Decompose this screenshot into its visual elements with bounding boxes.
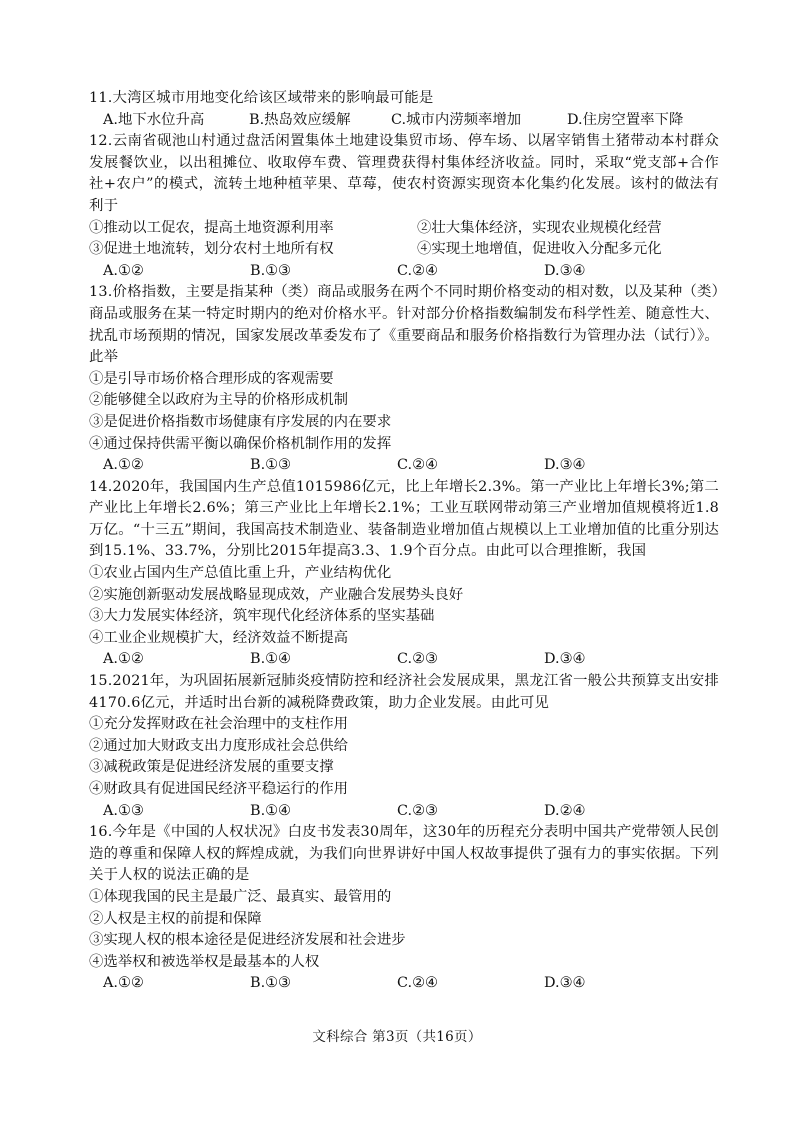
question-stem: 13.价格指数，主要是指某种（类）商品或服务在两个不同时期价格变动的相对数，以及某种（类）商品或服务在某一特定时期内的绝对价格水平。针对部分价格指数编制发布科学性差、随意性大、扰乱市场预期的情况，国家发展改革委发布了《重要商品和服务价格指数行为管理办法（试行）》。此举 (89, 284, 719, 366)
option-d: D.③④ (544, 651, 586, 668)
statement-3: ③大力发展实体经济，筑牢现代化经济体系的坚实基础 (89, 608, 435, 625)
option-d: D.③④ (544, 457, 586, 474)
option-row (89, 455, 719, 477)
statement-4: ④通过保持供需平衡以确保价格机制作用的发挥 (89, 435, 392, 452)
option-d: D.③④ (544, 262, 586, 279)
question-stem: 12.云南省砚池山村通过盘活闲置集体土地建设集贸市场、停车场、以屠宰销售土猪带动本村群众发展餐饮业，以出租摊位、收取停车费、管理费获得村集体经济收益。同时，采取“党支部+合作社+农户”的模式，流转土地种植苹果、草莓，使农村资源实现资本化集约化发展。该村的做法有利于 (89, 133, 719, 214)
option-a: A.①③ (103, 802, 144, 819)
option-c: C.城市内涝频率增加 (391, 111, 522, 128)
question-13 (89, 282, 719, 476)
option-b: B.热岛效应缓解 (249, 111, 351, 128)
option-c: C.②④ (397, 262, 438, 279)
page-footer: 文科综合 第3页（共16页） (312, 1029, 482, 1045)
option-b: B.①③ (250, 975, 291, 992)
question-11 (89, 88, 719, 131)
option-c: C.②③ (397, 651, 438, 668)
option-b: B.①③ (250, 457, 291, 474)
question-14 (89, 477, 719, 671)
question-stem: 11.大湾区城市用地变化给该区域带来的影响最可能是 (89, 90, 434, 106)
statement-1: ①是引导市场价格合理形成的客观需要 (89, 370, 334, 387)
statement-2: ②能够健全以政府为主导的价格形成机制 (89, 392, 349, 409)
option-c: C.②④ (397, 457, 438, 474)
option-row (89, 649, 719, 671)
option-a: A.地下水位升高 (103, 111, 205, 128)
option-row (89, 261, 719, 283)
question-stem: 15.2021年，为巩固拓展新冠肺炎疫情防控和经济社会发展成果，黑龙江省一般公共预算支出安排4170.6亿元，并适时出台新的减税降费政策，助力企业发展。由此可见 (89, 673, 719, 711)
question-list (89, 88, 719, 995)
option-a: A.①② (103, 651, 144, 668)
option-b: B.①④ (250, 802, 291, 819)
statement-2: ②壮大集体经济，实现农业规模化经营 (417, 219, 662, 236)
option-row (89, 110, 719, 132)
question-stem: 14.2020年，我国国内生产总值1015986亿元，比上年增长2.3%。第一产业比上年增长3%;第二产业比上年增长2.6%；第三产业比上年增长2.1%；工业互联网带动第三产业增加值规模将近1.8万亿。“十三五”期间，我国高技术制造业、装备制造业增加值占规模以上工业增加值的比重分别达到15.1%、33.7%，分别比2015年提高3.3、1.9个百分点。由此可以合理推断，我国 (89, 478, 719, 560)
statement-2: ②通过加大财政支出力度形成社会总供给 (89, 737, 349, 754)
option-a: A.①② (103, 975, 144, 992)
statement-4: ④实现土地增值，促进收入分配多元化 (417, 241, 662, 258)
statement-1: ①充分发挥财政在社会治理中的支柱作用 (89, 716, 349, 733)
option-d: D.②④ (544, 802, 586, 819)
question-16 (89, 822, 719, 995)
option-b: B.①③ (250, 262, 291, 279)
option-row (89, 801, 719, 823)
statement-3: ③促进土地流转，划分农村土地所有权 (89, 241, 334, 258)
option-b: B.①④ (250, 651, 291, 668)
question-stem: 16.今年是《中国的人权状况》白皮书发表30周年，这30年的历程充分表明中国共产党带领人民创造的尊重和保障人权的辉煌成就，为我们向世界讲好中国人权故事提供了强有力的事实依据。下列关于人权的说法正确的是 (89, 824, 719, 884)
option-d: D.住房空置率下降 (567, 111, 684, 128)
option-c: C.②③ (397, 802, 438, 819)
option-c: C.②④ (397, 975, 438, 992)
statement-pair (89, 239, 719, 261)
statement-3: ③减税政策是促进经济发展的重要支撑 (89, 759, 334, 776)
option-a: A.①② (103, 262, 144, 279)
statement-3: ③是促进价格指数市场健康有序发展的内在要求 (89, 413, 392, 430)
statement-2: ②人权是主权的前提和保障 (89, 910, 262, 927)
question-12 (89, 131, 719, 282)
statement-pair (89, 218, 719, 240)
statement-4: ④选举权和被选举权是最基本的人权 (89, 953, 320, 970)
statement-2: ②实施创新驱动发展战略显现成效，产业融合发展势头良好 (89, 586, 464, 603)
statement-4: ④工业企业规模扩大，经济效益不断提高 (89, 629, 349, 646)
statement-3: ③实现人权的根本途径是促进经济发展和社会进步 (89, 932, 406, 949)
question-15 (89, 671, 719, 822)
statement-1: ①体现我国的民主是最广泛、最真实、最管用的 (89, 888, 392, 905)
option-a: A.①② (103, 457, 144, 474)
option-d: D.③④ (544, 975, 586, 992)
statement-1: ①农业占国内生产总值比重上升，产业结构优化 (89, 565, 392, 582)
option-row (89, 973, 719, 995)
statement-1: ①推动以工促农，提高土地资源利用率 (89, 219, 334, 236)
statement-4: ④财政具有促进国民经济平稳运行的作用 (89, 781, 349, 797)
